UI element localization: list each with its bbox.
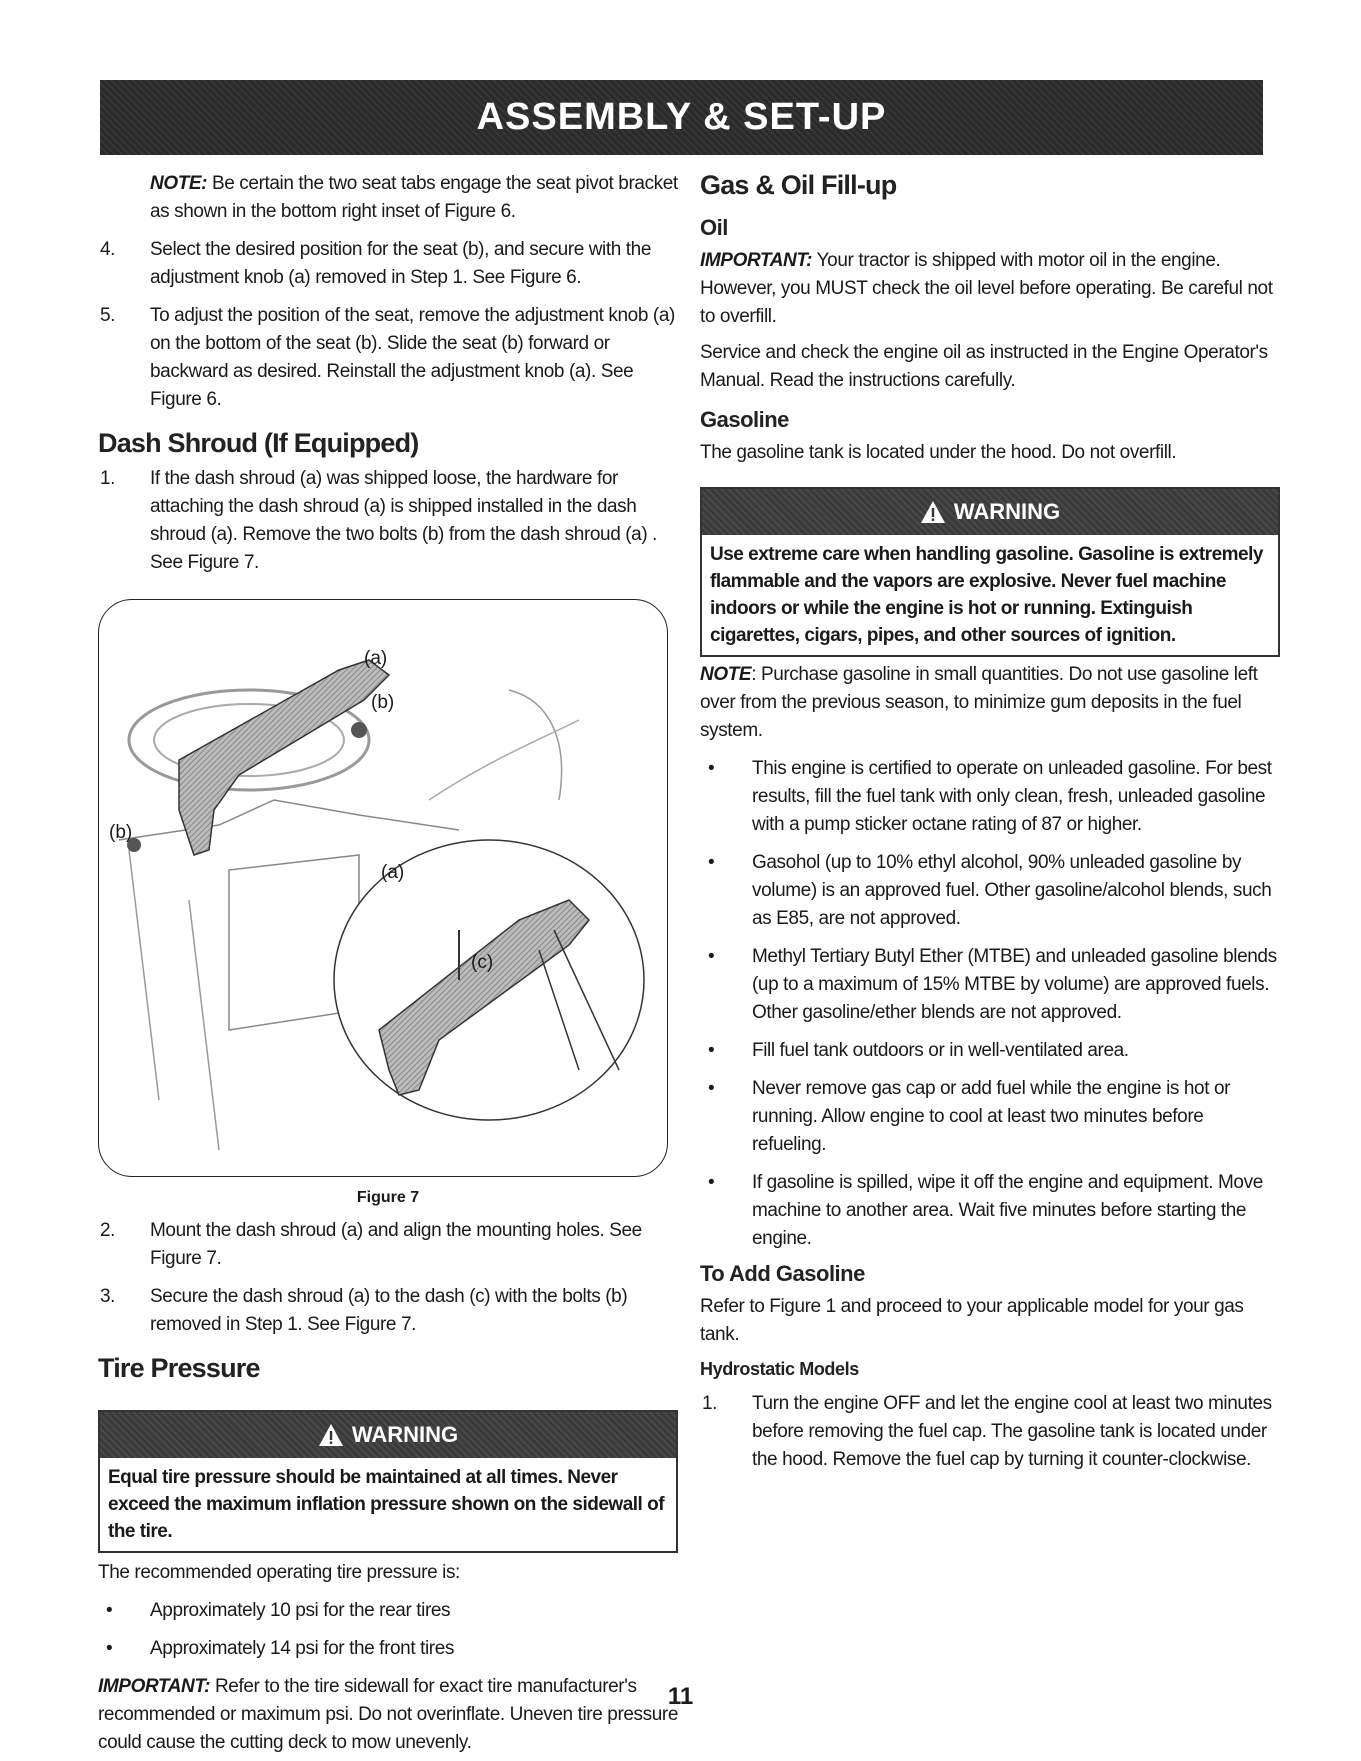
tire-bullet: [98, 1635, 678, 1663]
section-banner: [100, 80, 1263, 155]
right-column: [700, 170, 1280, 1474]
step-number: 3.: [100, 1286, 116, 1307]
label-b-left: (b): [109, 822, 133, 843]
bullet-dot: •: [708, 946, 715, 967]
gas-oil-heading: Gas & Oil Fill-up: [700, 170, 897, 200]
left-column: [98, 170, 678, 1757]
hydrostatic-heading: Hydrostatic Models: [700, 1359, 859, 1379]
bullet-text: Fill fuel tank outdoors or in well-ventilated area.: [752, 1040, 1129, 1061]
bullet-text: This engine is certified to operate on unleaded gasoline. For best results, fill the fuel tank with only clean, fresh, unleaded gasoline with a pump sticker octane rating of 87 or higher.: [752, 758, 1272, 835]
warning-header: [100, 1412, 676, 1458]
figure-7: [98, 599, 668, 1177]
step-text: If the dash shroud (a) was shipped loose, the hardware for attaching the dash shroud (a) is shipped installed in the dash shroud (a). Remove the two bolts (b) from the dash shroud (a) . See Figure 7.: [150, 468, 658, 573]
step-number: 1.: [702, 1393, 718, 1414]
page-number: 11: [667, 1683, 694, 1710]
step-text: Turn the engine OFF and let the engine cool at least two minutes before removing the fuel cap. The gasoline tank is located under the hood. Remove the fuel cap by turning it counter-clockwise.: [752, 1393, 1272, 1470]
bullet-text: Gasohol (up to 10% ethyl alcohol, 90% unleaded gasoline by volume) is an approved fuel. Other gasoline/alcohol blends, such as E85, are not approved.: [752, 852, 1272, 929]
warning-title: WARNING: [953, 499, 1061, 524]
bullet-dot: •: [106, 1638, 113, 1659]
step-number: 4.: [100, 239, 116, 260]
dash-step-1: [98, 465, 678, 577]
warning-title: WARNING: [351, 1422, 459, 1447]
bullet-dot: •: [708, 1078, 715, 1099]
important-text: Your tractor is shipped with motor oil in the engine. However, you MUST check the oil level before operating. Be careful not to overfill.: [700, 250, 1273, 327]
oil-service: Service and check the engine oil as instructed in the Engine Operator's Manual. Read the instructions carefully.: [700, 342, 1268, 391]
note-label: NOTE: [700, 664, 752, 685]
step-5: [98, 302, 678, 414]
add-gasoline-text: Refer to Figure 1 and proceed to your applicable model for your gas tank.: [700, 1296, 1244, 1345]
gas-bullet: [700, 849, 1280, 933]
bullet-dot: •: [708, 852, 715, 873]
bullet-text: Methyl Tertiary Butyl Ether (MTBE) and unleaded gasoline blends (up to a maximum of 15% MTBE by volume) are approved fuels. Other gasoline/ether blends are not approved.: [752, 946, 1277, 1023]
tire-intro: The recommended operating tire pressure is:: [98, 1562, 460, 1583]
gas-note: [700, 661, 1280, 745]
step-number: 2.: [100, 1220, 116, 1241]
gas-bullet: [700, 755, 1280, 839]
label-a: (a): [364, 648, 388, 669]
gas-bullet: [700, 1169, 1280, 1253]
bullet-dot: •: [708, 1172, 715, 1193]
important-text: Refer to the tire sidewall for exact tire manufacturer's recommended or maximum psi. Do not overinflate. Uneven tire pressure could cause the cutting deck to mow unevenly.: [98, 1676, 679, 1753]
step-text: Mount the dash shroud (a) and align the mounting holes. See Figure 7.: [150, 1220, 642, 1269]
warning-text: Equal tire pressure should be maintained at all times. Never exceed the maximum inflation pressure shown on the sidewall of the tire.: [108, 1467, 665, 1542]
step-4: [98, 236, 678, 292]
dash-step-3: [98, 1283, 678, 1339]
warning-header: [702, 489, 1278, 535]
note-text: : Purchase gasoline in small quantities. Do not use gasoline left over from the previous season, to minimize gum deposits in the fuel system.: [700, 664, 1258, 741]
important-label: IMPORTANT:: [700, 250, 813, 271]
tire-warning-box: [98, 1410, 678, 1553]
tire-pressure-heading: Tire Pressure: [98, 1353, 260, 1383]
tire-bullet: [98, 1597, 678, 1625]
step-number: 5.: [100, 305, 116, 326]
bullet-text: If gasoline is spilled, wipe it off the engine and equipment. Move machine to another area. Wait five minutes before starting the engine.: [752, 1172, 1263, 1249]
warning-icon: [920, 500, 946, 524]
label-a-inset: (a): [381, 862, 405, 883]
step-text: Select the desired position for the seat (b), and secure with the adjustment knob (a) removed in Step 1. See Figure 6.: [150, 239, 652, 288]
note-label: NOTE:: [150, 173, 208, 194]
label-c: (c): [471, 952, 494, 973]
dash-shroud-heading: Dash Shroud (If Equipped): [98, 428, 419, 458]
bullet-text: Never remove gas cap or add fuel while the engine is hot or running. Allow engine to cool at least two minutes before refueling.: [752, 1078, 1231, 1155]
hydro-step-1: [700, 1390, 1280, 1474]
step-text: To adjust the position of the seat, remove the adjustment knob (a) on the bottom of the seat (b). Slide the seat (b) forward or backward as desired. Reinstall the adjustment knob (a). See Figure 6.: [150, 305, 675, 410]
add-gasoline-heading: To Add Gasoline: [700, 1261, 865, 1286]
warning-icon: [318, 1423, 344, 1447]
label-b: (b): [371, 692, 395, 713]
gas-bullet: [700, 943, 1280, 1027]
dash-step-2: [98, 1217, 678, 1273]
gasoline-text: The gasoline tank is located under the hood. Do not overfill.: [700, 442, 1177, 463]
oil-heading: Oil: [700, 215, 728, 240]
bullet-dot: •: [708, 1040, 715, 1061]
section-title: ASSEMBLY & SET-UP: [476, 96, 887, 138]
seat-note: [98, 170, 678, 226]
note-text: Be certain the two seat tabs engage the seat pivot bracket as shown in the bottom right inset of Figure 6.: [150, 173, 678, 222]
bullet-text: Approximately 10 psi for the rear tires: [150, 1600, 451, 1621]
gasoline-heading: Gasoline: [700, 407, 789, 432]
bullet-dot: •: [106, 1600, 113, 1621]
bullet-dot: •: [708, 758, 715, 779]
gas-bullet: [700, 1075, 1280, 1159]
step-text: Secure the dash shroud (a) to the dash (c) with the bolts (b) removed in Step 1. See Figure 7.: [150, 1286, 628, 1335]
figure-caption: Figure 7: [356, 1189, 420, 1206]
bullet-text: Approximately 14 psi for the front tires: [150, 1638, 454, 1659]
step-number: 1.: [100, 468, 116, 489]
important-label: IMPORTANT:: [98, 1676, 211, 1697]
gas-warning-box: [700, 487, 1280, 657]
oil-important: [700, 247, 1280, 331]
gas-bullet: [700, 1037, 1280, 1065]
dash-shroud-illustration: [99, 600, 668, 1177]
warning-text: Use extreme care when handling gasoline. Gasoline is extremely flammable and the vapors are explosive. Never fuel machine indoors or while the engine is hot or running. Extinguish cigarettes, cigars, pipes, and other sources of ignition.: [710, 544, 1263, 646]
